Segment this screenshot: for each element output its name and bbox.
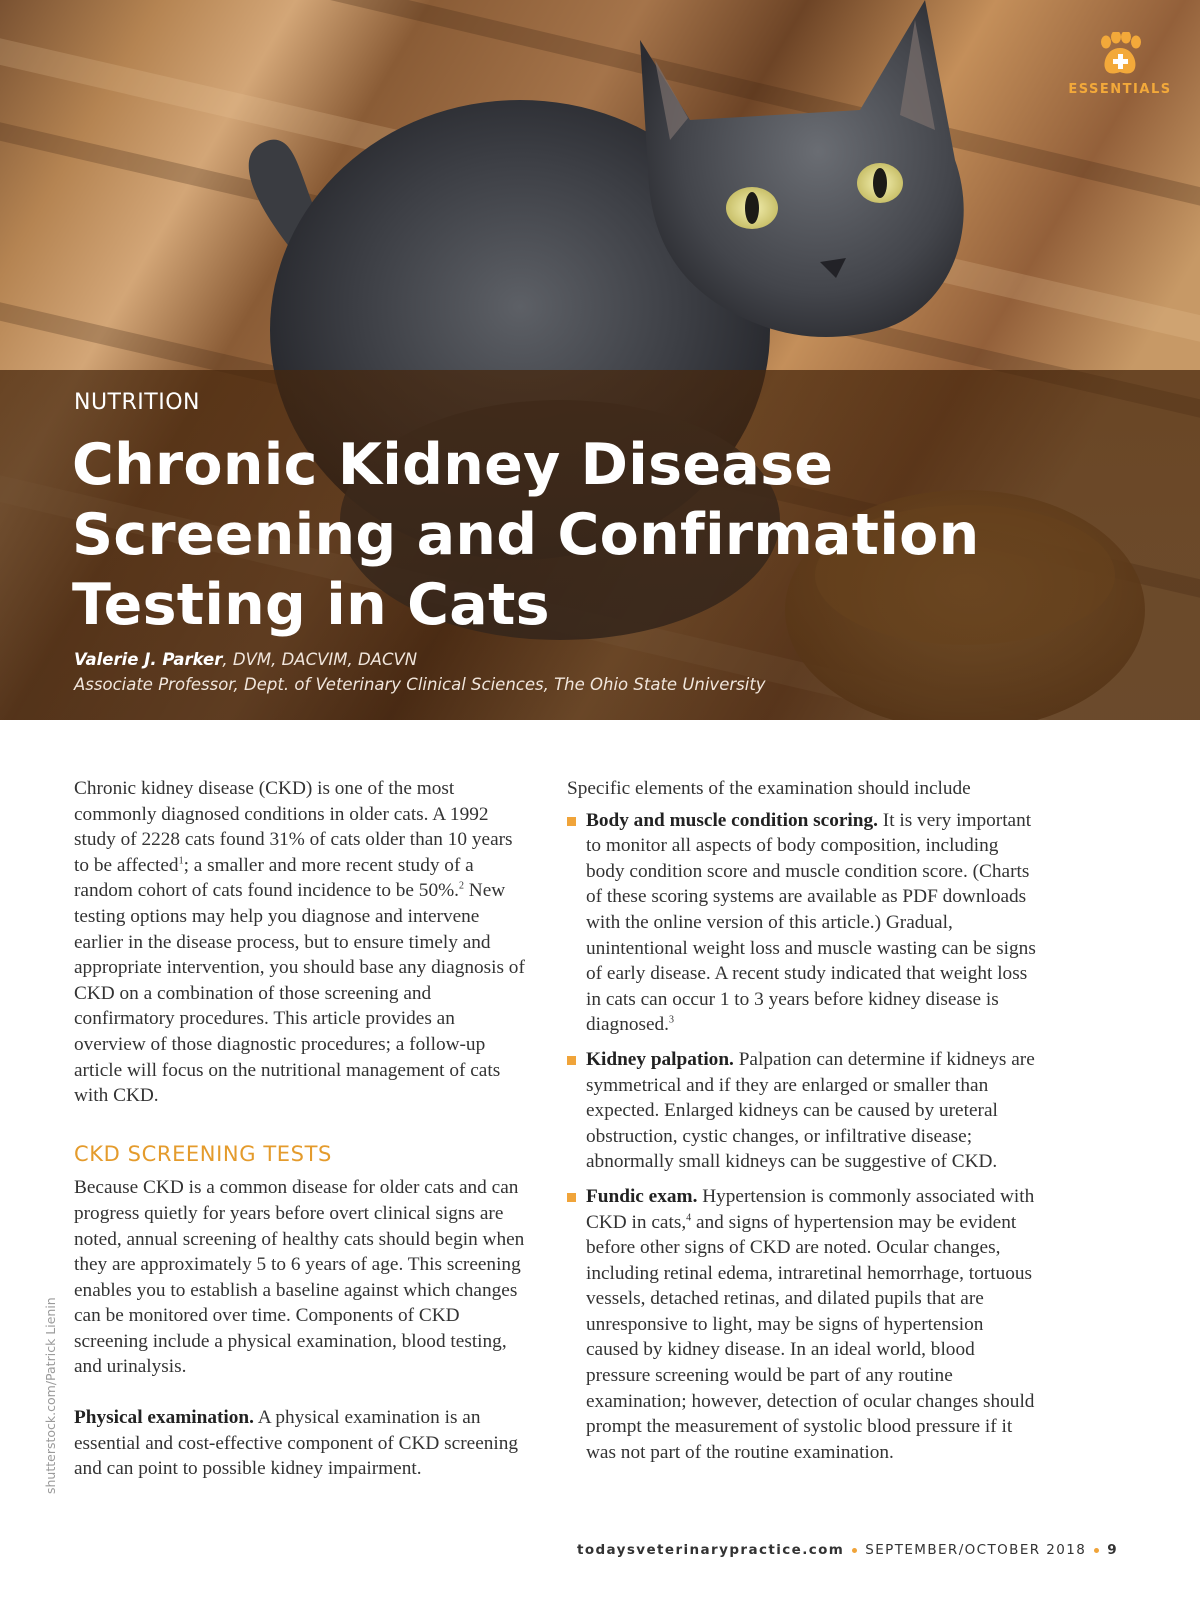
author-affiliation: Associate Professor, Dept. of Veterinary Clinical Sciences, The Ohio State University <box>74 675 766 694</box>
bullet-lead: Kidney palpation. <box>586 1048 734 1070</box>
bullet-lead: Fundic exam. <box>586 1185 698 1207</box>
square-bullet-icon <box>567 817 576 826</box>
exam-elements-list <box>567 808 1037 1466</box>
exam-intro: Specific elements of the examination should include <box>567 778 971 799</box>
list-item <box>567 808 1037 1038</box>
footer-website: todaysveterinarypractice.com <box>576 1542 845 1558</box>
title-line: Chronic Kidney Disease <box>72 432 834 498</box>
author-credentials: , DVM, DACVIM, DACVN <box>222 650 418 669</box>
photo-credit: shutterstock.com/Patrick Lienin <box>43 1297 58 1494</box>
list-item <box>567 1184 1037 1466</box>
physical-exam-lead: Physical examination. <box>74 1407 254 1429</box>
page-number: 9 <box>1107 1542 1118 1558</box>
reference-3: 3 <box>669 1014 674 1026</box>
essentials-badge <box>1065 32 1175 97</box>
reference-2: 2 <box>458 880 464 892</box>
physical-exam-text: A physical examination is an essential and cost-effective component of CKD screening and can point to possible kidney impairment. <box>74 1407 519 1480</box>
bullet-text: Palpation can determine if kidneys are symmetrical and if they are enlarged or smaller than expected. Enlarged kidneys can be caused by ureteral obstruction, cystic changes, or infiltrative disease; abnormally small kidneys can be suggestive of CKD. <box>586 1048 1035 1173</box>
bullet-lead: Body and muscle condition scoring. <box>586 809 878 831</box>
list-item <box>567 1047 1037 1175</box>
screening-paragraph: Because CKD is a common disease for older cats and can progress quietly for years before overt clinical signs are noted, annual screening of healthy cats should begin when they are approximately 5 to 6 years of age. This screening enables you to establish a baseline against which changes can be monitored over time. Components of CKD screening include a physical examination, blood testing, and urinalysis. <box>74 1177 525 1378</box>
square-bullet-icon <box>567 1193 576 1202</box>
reference-4: 4 <box>686 1212 692 1224</box>
footer-issue: SEPTEMBER/OCTOBER 2018 <box>865 1542 1087 1558</box>
dot-separator-icon <box>1094 1548 1099 1553</box>
page-footer <box>577 1542 1118 1558</box>
title-line: Testing in Cats <box>72 572 550 638</box>
byline <box>74 650 417 669</box>
physical-exam-paragraph <box>74 1405 526 1482</box>
intro-text: New testing options may help you diagnose and intervene earlier in the disease process, but to ensure timely and appropriate intervention, you should base any diagnosis of CKD on a combination of those screening and confirmatory procedures. This article provides an overview of those diagnostic procedures; a follow-up article will focus on the nutritional management of cats with CKD. <box>74 880 525 1107</box>
bullet-text-tail: and signs of hypertension may be evident before other signs of CKD are noted. Ocular changes, including retinal edema, intraretinal hemorrhage, tortuous vessels, detached retinas, and dilated pupils that are unresponsive to light, may be signs of hypertension caused by kidney disease. In an ideal world, blood pressure screening would be part of any routine examination; however, detection of ocular changes should prompt the measurement of systolic blood pressure if it was not part of the routine examination. <box>586 1211 1035 1463</box>
left-column <box>74 776 526 1482</box>
hero-photo-area <box>0 0 1200 720</box>
square-bullet-icon <box>567 1056 576 1065</box>
intro-paragraph <box>74 776 526 1109</box>
title-line: Screening and Confirmation <box>72 502 980 568</box>
right-column <box>567 776 1037 1474</box>
essentials-label: ESSENTIALS <box>1068 82 1172 97</box>
dot-separator-icon <box>852 1548 857 1553</box>
intro-text: Chronic kidney disease (CKD) is one of the most commonly diagnosed conditions in older cats. A 1992 study of 2228 cats found 31% of cats older than 10 years to be affected <box>74 778 513 876</box>
bullet-text: Hypertension is commonly associated with CKD in cats, <box>586 1185 1035 1233</box>
intro-text: ; a smaller and more recent study of a random cohort of cats found incidence to be 50%. <box>74 854 474 902</box>
section-heading-screening: CKD SCREENING TESTS <box>74 1141 332 1166</box>
article-title <box>72 430 1072 640</box>
section-label: NUTRITION <box>74 390 200 415</box>
reference-1: 1 <box>178 855 184 867</box>
paw-plus-icon <box>1095 32 1145 76</box>
bullet-text: It is very important to monitor all aspects of body composition, including body condition score and muscle condition score. (Charts of these scoring systems are available as PDF downloads with the online version of this article.) Gradual, unintentional weight loss and muscle wasting can be signs of early disease. A recent study indicated that weight loss in cats can occur 1 to 3 years before kidney disease is diagnosed. <box>586 809 1036 1036</box>
author-name: Valerie J. Parker <box>74 650 223 669</box>
